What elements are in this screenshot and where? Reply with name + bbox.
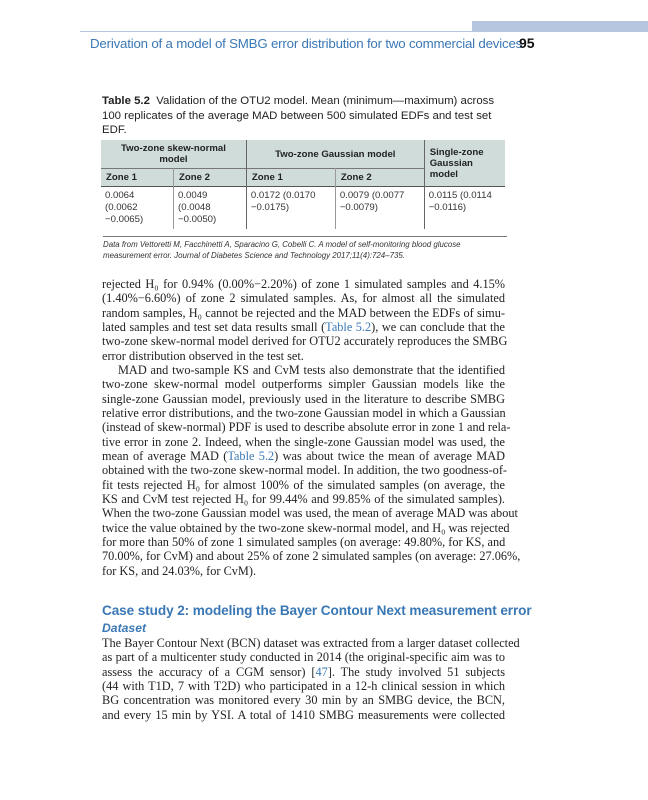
text-run: and every 15 min by YSI. A total of 1410 SMBG measurements were collected [102,707,505,722]
text-run: lated samples and test set data results small ( [102,320,326,335]
text-run: as part of a multicenter study conducted in 2014 (the original-specific aim was to [102,650,505,665]
table-cell: 0.0172 (0.0170 −0.0175) [246,187,335,230]
dataset-paragraph [102,636,520,722]
cross-reference-link[interactable]: Table 5.2 [227,449,275,464]
text-run: for more than 50% of zone 1 simulated samples (on average: 49.80%, for KS, and [102,535,506,550]
header-accent-bar [472,21,648,31]
table-cell: 0.0079 (0.0077 −0.0079) [335,187,424,230]
text-run: relative error distributions, and the two-zone Gaussian model in which a Gaussian [102,406,506,421]
text-line [102,306,505,320]
text-run: two-zone skew-normal model derived for OTU2 accurately reproduces the SMBG [102,334,508,349]
text-run: rejected H₀ for 0.94% (0.00%−2.20%) of zone 1 simulated samples and 4.15% [102,277,505,291]
text-line [102,449,505,463]
text-line [102,564,505,578]
cross-reference-link[interactable]: 47 [315,664,328,679]
text-run: assess the accuracy of a CGM sensor) [ [102,664,316,679]
table-cell: 0.0049 (0.0048 −0.0050) [174,187,247,230]
text-run: 70.00%, for CvM) and about 25% of zone 2 simulated samples (on average: 27.06%, [102,549,521,564]
text-run: The Bayer Contour Next (BCN) dataset was extracted from a larger dataset collected [102,636,520,650]
section-heading: Case study 2: modeling the Bayer Contour Next measurement error [102,603,532,618]
text-line [102,277,505,291]
text-line [102,377,505,391]
text-line [102,478,505,492]
cross-reference-link[interactable]: Table 5.2 [325,320,372,335]
page-number: 95 [519,35,535,51]
column-header: Zone 1 [246,169,335,187]
column-group-header: Single-zone Gaussian model [424,140,505,187]
running-title: Derivation of a model of SMBG error distribution for two commercial devices [90,36,523,51]
text-run: (44 with T1D, 7 with T2D) who participated in a 12-h clinical session in which [102,679,505,694]
text-line [102,520,510,535]
text-line [102,535,505,549]
text-run: error distribution observed in the test set. [102,348,304,363]
table-caption-text: Validation of the OTU2 model. Mean (minimum—maximum) across 100 replicates of the average MAD between 500 simulated EDFs and test set EDF. [102,95,495,136]
column-header: Zone 1 [101,169,174,187]
table-caption [102,94,502,138]
text-line [102,435,505,449]
text-run: single-zone Gaussian model, previously used in the literature to describe SMBG [102,391,505,406]
text-line [102,349,505,363]
text-line [102,636,520,650]
text-line [102,650,505,664]
text-run: When the two-zone Gaussian model was used, the mean of average MAD was about [102,506,518,521]
text-run: for KS, and 24.03%, for CvM). [102,563,257,578]
table-cell: 0.0064 (0.0062 −0.0065) [101,187,174,230]
text-run: MAD and two-sample KS and CvM tests also demonstrate that the identified [118,363,505,377]
validation-table [101,140,505,229]
subsection-heading: Dataset [102,621,147,635]
text-run: mean of average MAD ( [102,449,228,464]
table-row [101,187,505,230]
text-run: (1.40%−6.60%) of zone 2 simulated samples. As, for almost all the simulated [102,291,505,306]
text-run: ) was about twice the mean of average MAD [274,449,505,464]
column-header: Zone 2 [174,169,247,187]
text-run: twice the value obtained by the two-zone skew-normal model, and H₀ was rejected [102,520,510,535]
text-line [102,334,508,349]
text-line [102,463,508,478]
text-run: KS and CvM test rejected H₀ for 99.44% and 99.85% of the simulated samples). [102,492,505,507]
table-source-note: Data from Vettoretti M, Facchinetti A, Sparacino G, Cobelli C. A model of self-monitoring blood glucose measurement error. Journal of Diabetes Science and Technology 2017;11(4):724–735. [103,236,507,261]
text-line [102,679,505,693]
text-line [102,291,505,305]
text-line [102,320,505,334]
text-line [102,549,521,564]
text-line [102,420,511,435]
text-run: ), we can conclude that the [371,320,505,335]
text-line [102,492,505,506]
text-line [102,693,505,707]
text-line [102,665,505,679]
text-run: random samples, H₀ cannot be rejected and the MAD between the EDFs of simu- [102,305,505,320]
text-line [102,392,505,406]
text-line [102,708,505,722]
body-paragraph [102,363,521,578]
text-line [102,406,505,420]
text-run: fit tests rejected H₀ for almost 100% of the simulated samples (on average, the [102,477,505,492]
text-line [102,363,505,377]
table-label: Table 5.2 [102,95,150,107]
body-paragraph [102,277,508,363]
column-group-header: Two-zone Gaussian model [246,140,424,169]
text-run: (instead of skew-normal) PDF is used to describe absolute error in zone 1 and rela- [102,420,511,435]
text-run: BG concentration was monitored every 30 min by an SMBG device, the BCN, [102,693,505,708]
text-run: obtained with the two-zone skew-normal model. In addition, the two goodness-of- [102,463,508,478]
table-cell: 0.0115 (0.0114 −0.0116) [424,187,505,230]
column-header: Zone 2 [335,169,424,187]
text-run: tive error in zone 2. Indeed, when the single-zone Gaussian model was used, the [102,434,505,449]
text-run: two-zone skew-normal model outperforms simpler Gaussian models like the [102,377,505,392]
header-rule [80,31,648,32]
column-group-header: Two-zone skew-normal model [101,140,246,169]
text-run: ]. The study involved 51 subjects [327,664,505,679]
text-line [102,506,518,521]
